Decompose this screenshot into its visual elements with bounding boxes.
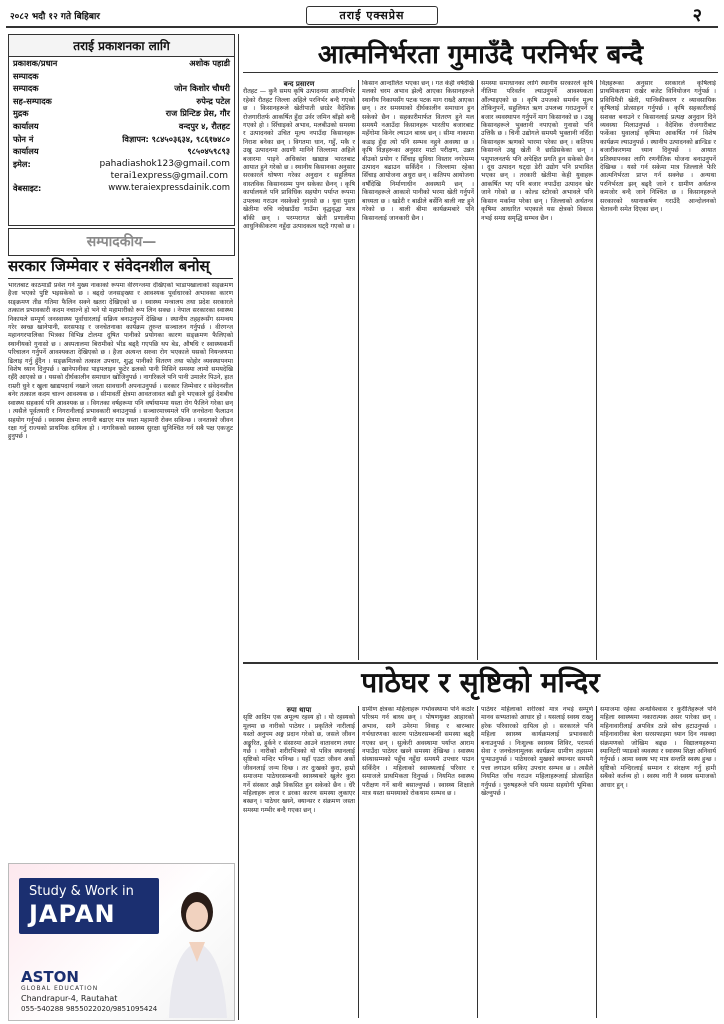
info-row xyxy=(9,133,234,146)
editorial-headline: सरकार जिम्मेवार र संवेदनशील बनोस् xyxy=(8,257,233,279)
info-value: जोन किशोर चौधरी xyxy=(174,83,230,94)
info-label: कार्यालय xyxy=(13,146,39,157)
info-value: अशोक पहाडी xyxy=(189,58,230,68)
article2-column xyxy=(362,706,474,1020)
article1-column xyxy=(243,80,355,662)
website-row xyxy=(9,182,234,195)
info-row xyxy=(9,95,234,108)
info-value: विज्ञापन: ९८४५०३६३४, ९८६१७४८० xyxy=(122,133,230,144)
column-divider xyxy=(477,706,478,1018)
info-row xyxy=(9,145,234,158)
editorial-body: भारतबाट काठमाडौं प्रवेश गर्ने मुख्य नाकाको रूपमा वीरगन्जमा देखिएको भाडापखालाको सङ्क्रमण हैजा भएको पुष्टि भइसकेको छ । बढ्दो जनसङ्ख्या र आवश्यक पूर्वाधारको अभावका कारण सङ्क्रमण तीव्र गतिमा फैलिन सक्ने खतरा देखिएको छ । स्वास्थ्य मन्त्रालय तथा प्रदेश सरकारले तत्काल प्रभावकारी कदम नचाल्ने हो भने यो महामारीको रूप लिन सक्छ । नेपाल सरकारका स्वास्थ्य निकायले सम्पूर्ण जनस्वास्थ्य पूर्वाधारलाई सक्रिय बनाउनुपर्ने देखिन्छ । स्थानीय तहहरूसँग समन्वय गरेर स्वच्छ खानेपानी, सरसफाइ र जनचेतनाका कार्यक्रम तुरुन्त सञ्चालन गर्नुपर्छ । वीरगन्ज महानगरपालिका भित्रका विभिन्न टोलमा दूषित पानीको प्रयोगका कारण सङ्क्रमण फैलिएको स्थानीयको गुनासो छ । अस्पतालमा बिरामीको भीड बढ्दै गएपछि थप बेड, औषधि र स्वास्थ्यकर्मी परिचालन गर्नुपर्ने आवश्यकता देखिएको छ । हैजा अत्यन्त सरुवा रोग भएकाले यसको नियन्त्रणमा ढिलाइ गर्नु हुँदैन । सङ्क्रमितको तत्काल उपचार, शुद्ध पानीको वितरण तथा फोहोर व्यवस्थापनमा विशेष ध्यान दिनुपर्छ । खानेपानीका पाइपलाइन फुटेर ढलको पानी मिसिने समस्या लामो समयदेखि रहँदै आएको छ । यसको दीर्घकालीन समाधान खोजिनुपर्छ । नागरिकले पनि पानी उमालेर पिउने, हात राम्ररी धुने र खुला खाद्यपदार्थ नखाने जस्ता सावधानी अपनाउनुपर्छ । सरकार जिम्मेवार र संवेदनशील बनेर तत्काल कदम चाल्न आवश्यक छ । सीमावर्ती क्षेत्रमा आवतजावत बढी हुने भएकाले दुई देशबीच स्वास्थ्य सहकार्य पनि आवश्यक छ । विगतका वर्षहरूमा पनि वर्षायाममा यस्ता रोग फैलिने गरेका छन् । त्यसैले पूर्वतयारी र निगरानीलाई प्रभावकारी बनाउनुपर्छ । सञ्चारमाध्यमले पनि जनचेतना फैलाउन सहयोग गर्नुपर्छ । स्वास्थ्य क्षेत्रमा लगानी बढाएर मात्र यस्ता महामारी रोक्न सकिन्छ । जनताको जीवन रक्षा गर्नु राज्यको प्राथमिक दायित्व हो । नागरिकको स्वास्थ्य सुरक्षा सुनिश्चित गर्न सबै पक्ष एकजुट हुनुपर्छ । xyxy=(8,282,233,441)
article2-column-text: सृष्टि आदिम एक अमूल्य रहस्य हो । यो रहस्यको मूलमा छ नारीको पाठेघर । प्रकृतिले नारीलाई यस्तो अनुपम अङ्ग प्रदान गरेको छ, जसले जीवन अङ्कुरित, हुर्कने र संसारमा आउने वातावरण तयार गर्छ । नारीको शरीरभित्रको यो पवित्र स्थानलाई सृष्टिको मन्दिर भनिन्छ । यहाँ एउटा जीवन अर्को जीवनलाई जन्म दिन्छ । तर दुःखको कुरा, हाम्रो समाजमा पाठेघरसम्बन्धी स्वास्थ्यबारे खुलेर कुरा गर्ने संस्कार अझै विकसित हुन सकेको छैन । धेरै महिलाहरू लाज र डरका कारण समस्या लुकाएर बस्छन् । पाठेघर खस्ने, क्यान्सर र संक्रमण जस्ता समस्या गम्भीर बन्दै गएका छन् । xyxy=(243,714,355,814)
article1-byline: बन्द प्रसारण xyxy=(283,80,315,88)
info-row xyxy=(9,82,234,95)
info-value: वन्दपुर ४, रौतहट xyxy=(178,120,230,131)
info-label: सम्पादक xyxy=(13,83,39,94)
email-label: इमेल: xyxy=(13,158,31,169)
info-value: रुपेन्द्र पटेल xyxy=(196,95,230,106)
website-label: वेबसाइट: xyxy=(13,183,42,194)
article2-column-text: पाठेघर महिलाको शरीरको मात्र नभई सम्पूर्ण मानव सभ्यताको आधार हो । यसलाई स्वस्थ राख्नु हरेक परिवारको दायित्व हो । सरकारले पनि महिला स्वास्थ्य कार्यक्रमलाई प्रभावकारी बनाउनुपर्छ । निःशुल्क स्वास्थ्य शिविर, परामर्श सेवा र जनचेतनामूलक कार्यक्रम ग्रामीण तहसम्म पुर्‍याउनुपर्छ । पाठेघरको मुखको क्यान्सर समयमै पत्ता लगाउन सकिए उपचार सम्भव छ । त्यसैले नियमित जाँच गराउन महिलाहरूलाई प्रोत्साहित गर्नुपर्छ । पुरुषहरूले पनि यसमा सहयोगी भूमिका खेल्नुपर्छ । xyxy=(481,706,593,798)
info-row xyxy=(9,120,234,133)
column-divider xyxy=(477,80,478,660)
info-label: कार्यालय xyxy=(13,120,39,131)
article1-column xyxy=(600,80,716,662)
email-primary[interactable]: pahadiashok123@gmail.com xyxy=(99,158,230,169)
info-label: फोन नं xyxy=(13,133,34,144)
date-line: २०८२ भदौ १२ गते बिहिबार xyxy=(10,12,100,22)
email-secondary[interactable]: terai1express@gmail.com xyxy=(110,171,228,182)
website-link[interactable]: www.teraiexpressdainik.com xyxy=(108,183,230,194)
article1-column xyxy=(362,80,474,662)
article2-column xyxy=(243,706,355,1020)
info-label: प्रकाशक/प्रधान सम्पादक xyxy=(13,58,58,81)
ad-line1: Study & Work in xyxy=(29,884,134,899)
article1-column-text: समस्या समाधानका लागि स्थानीय सरकारले कृषि नीतिमा परिवर्तन ल्याउनुपर्ने आवश्यकता औंल्याइएको छ । कृषि उपजको समर्थन मूल्य तोकिनुपर्ने, सहुलियत ऋण उपलब्ध गराउनुपर्ने र बजार व्यवस्थापन गर्नुपर्ने माग किसानको छ । उखु किसानहरूले भुक्तानी नपाएको गुनासो पनि उत्तिकै छ । चिनी उद्योगले समयमै भुक्तानी नदिँदा किसानहरू ऋणको भारमा परेका छन् । कतिपय किसानले उखु खेती नै छाडिसकेका छन् । पशुपालनतर्फ पनि अपेक्षित प्रगति हुन सकेको छैन । दूध उत्पादन घट्दा डेरी उद्योग पनि प्रभावित भएका छन् । तरकारी खेतीमा केही युवाहरू आकर्षित भए पनि बजार नपाउँदा उत्पादन खेर जाने गरेको छ । कोल्ड स्टोरको अभावले पनि किसान मर्कामा परेका छन् । जिल्लाको अर्थतन्त्र कृषिमा आधारित भएकाले यस क्षेत्रको विकास नभई समग्र समृद्धि सम्भव छैन । xyxy=(481,80,593,222)
paper-name: तराई एक्सप्रेस xyxy=(306,6,438,25)
article2-column-text: ग्रामीण क्षेत्रका महिलाहरू गर्भावस्थामा पनि कठोर परिश्रम गर्न बाध्य छन् । पोषणयुक्त आहारको अभाव, सानै उमेरमा विवाह र बारम्बार गर्भधारणका कारण पाठेघरसम्बन्धी समस्या बढ्दै गएका छन् । सुत्केरी अवस्थामा पर्याप्त आराम नपाउँदा पाठेघर खस्ने समस्या देखिन्छ । स्वास्थ्य संस्थासम्मको पहुँच नहुँदा समयमै उपचार पाउन सकिँदैन । महिलाको स्वास्थ्यलाई परिवार र समाजले प्राथमिकता दिनुपर्छ । नियमित स्वास्थ्य परीक्षण गर्ने बानी बसाल्नुपर्छ । स्वास्थ्य शिक्षाले मात्र यस्ता समस्याको रोकथाम सम्भव छ । xyxy=(362,706,474,798)
info-value: राज प्रिन्टिङ प्रेस, गौर xyxy=(165,108,230,119)
page-divider xyxy=(238,34,239,1020)
ad-brand: ASTON xyxy=(21,968,79,986)
email-row xyxy=(9,158,234,171)
column-divider xyxy=(596,80,597,660)
column-divider xyxy=(358,80,359,660)
article2-byline: रुपा थापा xyxy=(286,706,312,714)
ad-brand-sub: GLOBAL EDUCATION xyxy=(21,985,99,992)
column-divider xyxy=(358,706,359,1018)
article1-column-text: रौतहट — कुनै समय कृषि उत्पादनमा आत्मनिर्भर रहेको रौतहट जिल्ला अहिले परनिर्भर बन्दै गएको छ । किसानहरूले खेतीपाती छाडेर वैदेशिक रोजगारीतर्फ आकर्षित हुँदा उर्वर जमिन बाँझो बन्दै गएको हो । सिँचाइको अभाव, मलबीउको समस्या र उत्पादनको उचित मूल्य नपाउँदा किसानहरू निराश बनेका छन् । विगतमा धान, गहुँ, मकै र उखु उत्पादनमा अग्रणी मानिने जिल्लामा अहिले बजारमा पाइने अधिकांश खाद्यान्न भारतबाट आयात हुने गरेको छ । स्थानीय किसानका अनुसार सरकारले घोषणा गरेका अनुदान र सहुलियत वास्तविक किसानसम्म पुग्न सकेका छैनन् । कृषि कार्यालयले पनि प्राविधिक सहयोग पर्याप्त रूपमा उपलब्ध गराउन नसकेको गुनासो छ । युवा पुस्ता खेतीमा रुचि नदेखाउँदा गाउँमा वृद्धवृद्धा मात्र बाँकी छन् । परम्परागत खेती प्रणालीमा आधुनिकीकरण नहुँदा उत्पादकत्व घट्दै गएको छ । xyxy=(243,88,355,230)
article2-headline: पाठेघर र सृष्टिको मन्दिर xyxy=(361,666,600,699)
page-number: २ xyxy=(692,5,702,26)
editorial-label: सम्पादकीय— xyxy=(86,234,157,250)
article1-column-text: विज्ञहरूका अनुसार सरकारले कृषिलाई प्राथमिकतामा राखेर बजेट विनियोजन गर्नुपर्छ । प्रविधिमैत्री खेती, यान्त्रिकीकरण र व्यावसायिक कृषिलाई प्रोत्साहन गर्नुपर्छ । कृषि सहकारीलाई सशक्त बनाउने र किसानलाई प्रत्यक्ष अनुदान दिने व्यवस्था मिलाउनुपर्छ । वैदेशिक रोजगारीबाट फर्केका युवालाई कृषिमा आकर्षित गर्न विशेष कार्यक्रम ल्याउनुपर्छ । स्थानीय उत्पादनको ब्रान्डिङ र बजारीकरणमा ध्यान दिनुपर्छ । आयात प्रतिस्थापनका लागि रणनीतिक योजना बनाउनुपर्ने देखिन्छ । यसो गर्न सकेमा मात्र जिल्लाले फेरि आत्मनिर्भरता प्राप्त गर्न सक्नेछ । अन्यथा परनिर्भरता झन् बढ्दै जाने र ग्रामीण अर्थतन्त्र कमजोर बन्दै जाने निश्चित छ । किसानहरूले सरकारको ध्यानाकर्षण गराउँदै आन्दोलनको चेतावनी समेत दिएका छन् । xyxy=(600,80,716,214)
ad-address: Chandrapur-4, Rautahat xyxy=(21,994,118,1003)
publisher-info-box xyxy=(8,34,235,226)
column-divider xyxy=(596,706,597,1018)
article1-headline: आत्मनिर्भरता गुमाउँदै परनिर्भर बन्दै xyxy=(243,38,718,73)
study-japan-advertisement[interactable] xyxy=(8,863,235,1021)
article1-column-text: किसान आन्दोलित भएका छन् । गत केही वर्षदेखि मलको चरम अभाव झेल्दै आएका किसानहरूले स्थानीय निकायसँग पटक पटक माग राख्दै आएका छन् । तर समस्याको दीर्घकालीन समाधान हुन सकेको छैन । सहकारीमार्फत वितरण हुने मल समयमै नआउँदा किसानहरू भारतीय बजारबाट महँगोमा किनेर ल्याउन बाध्य छन् । सीमा नाकामा कडाइ हुँदा त्यो पनि सम्भव नहुने अवस्था छ । कृषि विज्ञहरूका अनुसार माटो परीक्षण, उन्नत बीउको प्रयोग र सिँचाइ सुविधा विस्तार नगरेसम्म उत्पादन बढाउन सकिँदैन । जिल्लामा रहेका सिँचाइ आयोजना अधुरा छन् । कतिपय आयोजना वर्षौंदेखि निर्माणाधीन अवस्थामै छन् । किसानहरूले आकाशे पानीको भरमा खेती गर्नुपर्ने बाध्यता छ । खडेरी र बाढीले बर्सेनि बाली नष्ट हुने गरेको छ । बाली बीमा कार्यक्रमबारे पनि किसानलाई जानकारी छैन । xyxy=(362,80,474,222)
woman-photo-icon xyxy=(159,882,231,1018)
ad-phones: 055-540288 9855022020/9851095424 xyxy=(21,1005,158,1013)
ad-banner xyxy=(19,878,159,934)
editorial-label-box xyxy=(8,228,235,256)
info-value: ९८५०४५९८९३ xyxy=(187,146,230,157)
masthead xyxy=(6,4,718,28)
article1-column xyxy=(481,80,593,662)
info-row xyxy=(9,57,234,82)
info-row xyxy=(9,107,234,120)
info-label: सह-सम्पादक xyxy=(13,95,52,106)
ad-line2: JAPAN xyxy=(29,900,116,928)
article2-column-text: समाजमा रहेका अन्धविश्वास र कुरीतिहरूले पनि महिला स्वास्थ्यमा नकारात्मक असर पारेका छन् । महिनावारीलाई अपवित्र ठान्ने सोच हटाउनुपर्छ । महिनावारीका बेला सरसफाइमा ध्यान दिन नसक्दा संक्रमणको जोखिम बढ्छ । विद्यालयहरूमा स्यानिटरी प्याडको व्यवस्था र स्वास्थ्य शिक्षा अनिवार्य गर्नुपर्छ । आमा स्वस्थ भए मात्र सन्तति स्वस्थ हुन्छ । सृष्टिको मन्दिरलाई सम्मान र संरक्षण गर्नु हामी सबैको कर्तव्य हो । स्वस्थ नारी नै स्वस्थ समाजको आधार हुन् । xyxy=(600,706,716,789)
infobox-title: तराई प्रकाशनका लागि xyxy=(9,35,234,57)
info-label: मुद्रक xyxy=(13,108,29,119)
article2-column xyxy=(600,706,716,1020)
article2-column xyxy=(481,706,593,1020)
